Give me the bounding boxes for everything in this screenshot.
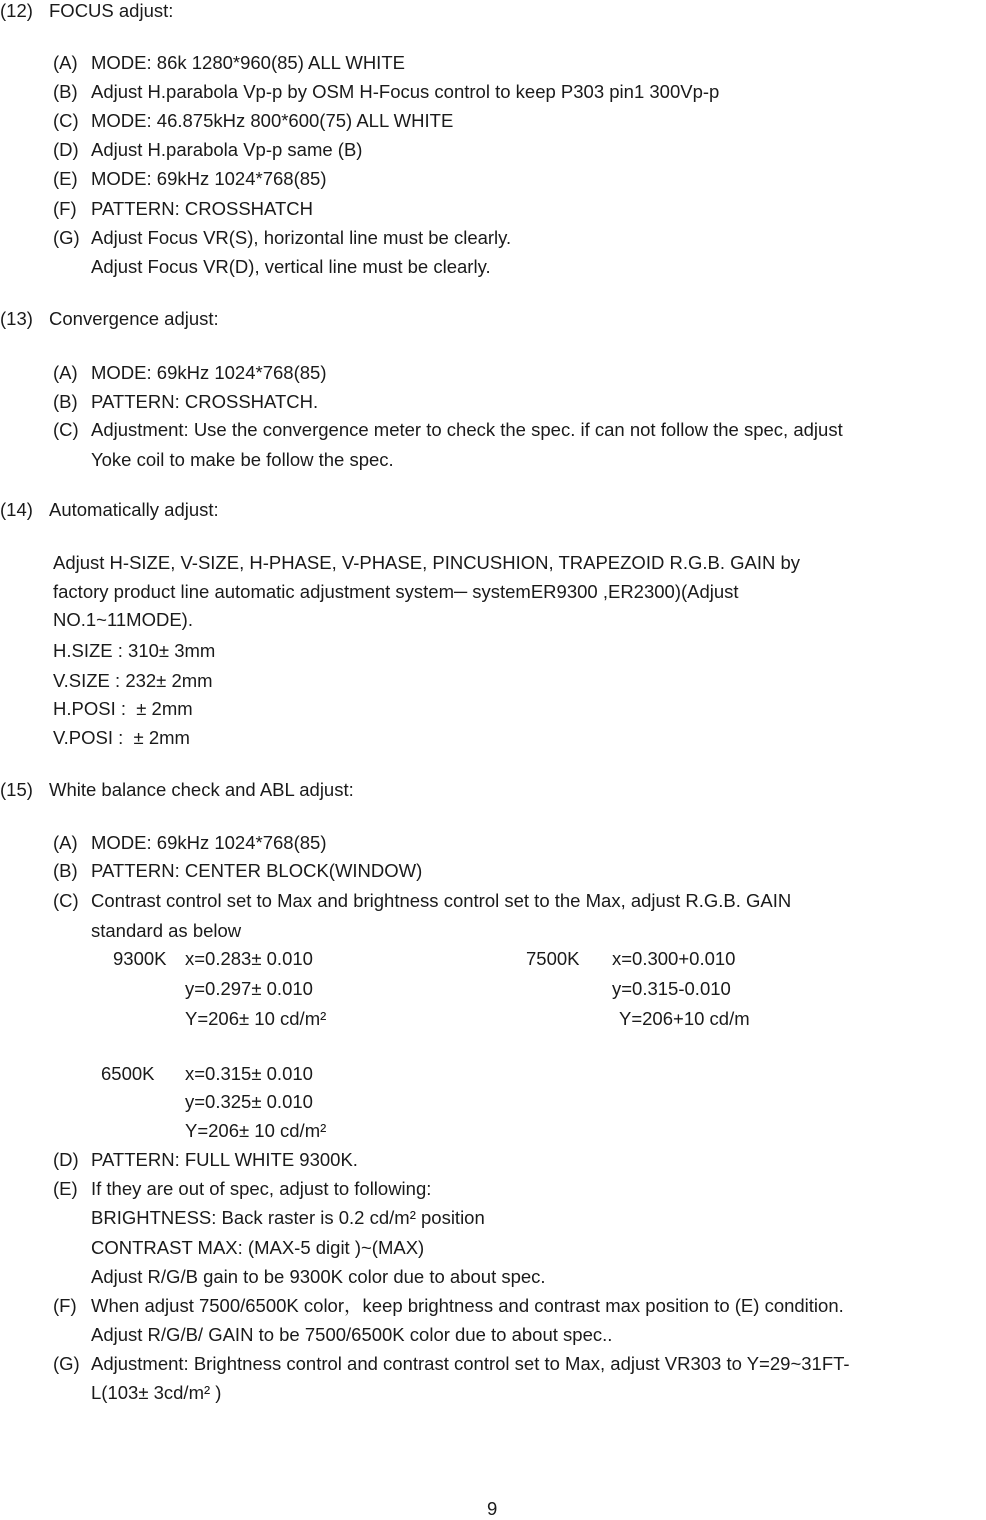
item-continuation: Adjust Focus VR(D), vertical line must be clearly. (91, 256, 491, 277)
temp-9300-luminance: Y=206± 10 cd/m² (185, 1008, 327, 1029)
section-12-title: FOCUS adjust: (49, 0, 174, 21)
section-12-number: (12) (0, 0, 33, 21)
item-letter: (G) (53, 227, 80, 248)
section-14-number: (14) (0, 499, 33, 520)
spec-line: H.SIZE : 310± 3mm (53, 640, 216, 661)
item-text: MODE: 69kHz 1024*768(85) (91, 832, 327, 853)
item-continuation: Adjust R/G/B gain to be 9300K color due to about spec. (91, 1266, 546, 1287)
item-text: Adjust Focus VR(S), horizontal line must be clearly. (91, 227, 512, 248)
item-text: PATTERN: CENTER BLOCK(WINDOW) (91, 860, 423, 881)
item-letter: (C) (53, 110, 79, 131)
page-number: 9 (487, 1498, 498, 1519)
temp-6500-x: x=0.315± 0.010 (185, 1063, 313, 1084)
item-letter: (D) (53, 139, 79, 160)
item-letter: (E) (53, 1178, 78, 1199)
item-text: MODE: 69kHz 1024*768(85) (91, 362, 327, 383)
item-continuation: Adjust R/G/B/ GAIN to be 7500/6500K color due to about spec.. (91, 1324, 613, 1345)
item-letter: (G) (53, 1353, 80, 1374)
section-14-title: Automatically adjust: (49, 499, 219, 520)
item-letter: (C) (53, 890, 79, 911)
item-letter: (A) (53, 52, 78, 73)
temp-7500-y: y=0.315-0.010 (612, 978, 731, 999)
temp-6500-y: y=0.325± 0.010 (185, 1091, 313, 1112)
item-letter: (F) (53, 1295, 77, 1316)
item-letter: (B) (53, 81, 78, 102)
item-letter: (A) (53, 362, 78, 383)
section-15-number: (15) (0, 779, 33, 800)
temp-9300-x: x=0.283± 0.010 (185, 948, 313, 969)
item-continuation: standard as below (91, 920, 242, 941)
item-text: When adjust 7500/6500K color，keep brightness and contrast max position to (E) condition. (91, 1295, 844, 1316)
item-letter: (D) (53, 1149, 79, 1170)
spec-line: V.SIZE : 232± 2mm (53, 670, 213, 691)
item-text: Adjust H.parabola Vp-p same (B) (91, 139, 363, 160)
item-continuation: L(103± 3cd/m² ) (91, 1382, 222, 1403)
item-letter: (B) (53, 860, 78, 881)
item-letter: (E) (53, 168, 78, 189)
temp-6500-label: 6500K (101, 1063, 155, 1084)
item-letter: (B) (53, 391, 78, 412)
item-text: PATTERN: FULL WHITE 9300K. (91, 1149, 358, 1170)
section-13-number: (13) (0, 308, 33, 329)
section-15-title: White balance check and ABL adjust: (49, 779, 354, 800)
item-text: MODE: 86k 1280*960(85) ALL WHITE (91, 52, 405, 73)
spec-line: H.POSI : ± 2mm (53, 698, 193, 719)
item-continuation: Yoke coil to make be follow the spec. (91, 449, 394, 470)
item-letter: (C) (53, 419, 79, 440)
temp-7500-luminance: Y=206+10 cd/m (619, 1008, 750, 1029)
temp-9300-y: y=0.297± 0.010 (185, 978, 313, 999)
item-text: Contrast control set to Max and brightness control set to the Max, adjust R.G.B. GAIN (91, 890, 792, 911)
paragraph-line: factory product line automatic adjustment system─ systemER9300 ,ER2300)(Adjust (53, 581, 739, 602)
item-text: Adjust H.parabola Vp-p by OSM H-Focus control to keep P303 pin1 300Vp-p (91, 81, 720, 102)
item-text: Adjustment: Brightness control and contrast control set to Max, adjust VR303 to Y=29~31FT- (91, 1353, 850, 1374)
item-text: MODE: 46.875kHz 800*600(75) ALL WHITE (91, 110, 454, 131)
temp-6500-luminance: Y=206± 10 cd/m² (185, 1120, 327, 1141)
item-text: PATTERN: CROSSHATCH (91, 198, 314, 219)
temp-9300-label: 9300K (113, 948, 167, 969)
item-text: Adjustment: Use the convergence meter to check the spec. if can not follow the spec, adjust (91, 419, 843, 440)
item-continuation: CONTRAST MAX: (MAX-5 digit )~(MAX) (91, 1237, 425, 1258)
item-letter: (F) (53, 198, 77, 219)
item-text: If they are out of spec, adjust to following: (91, 1178, 432, 1199)
item-text: PATTERN: CROSSHATCH. (91, 391, 319, 412)
section-13-title: Convergence adjust: (49, 308, 219, 329)
paragraph-line: Adjust H-SIZE, V-SIZE, H-PHASE, V-PHASE, PINCUSHION, TRAPEZOID R.G.B. GAIN by (53, 552, 801, 573)
temp-7500-label: 7500K (526, 948, 580, 969)
spec-line: V.POSI : ± 2mm (53, 727, 190, 748)
item-letter: (A) (53, 832, 78, 853)
paragraph-line: NO.1~11MODE). (53, 609, 193, 630)
item-text: MODE: 69kHz 1024*768(85) (91, 168, 327, 189)
temp-7500-x: x=0.300+0.010 (612, 948, 736, 969)
item-continuation: BRIGHTNESS: Back raster is 0.2 cd/m² position (91, 1207, 485, 1228)
